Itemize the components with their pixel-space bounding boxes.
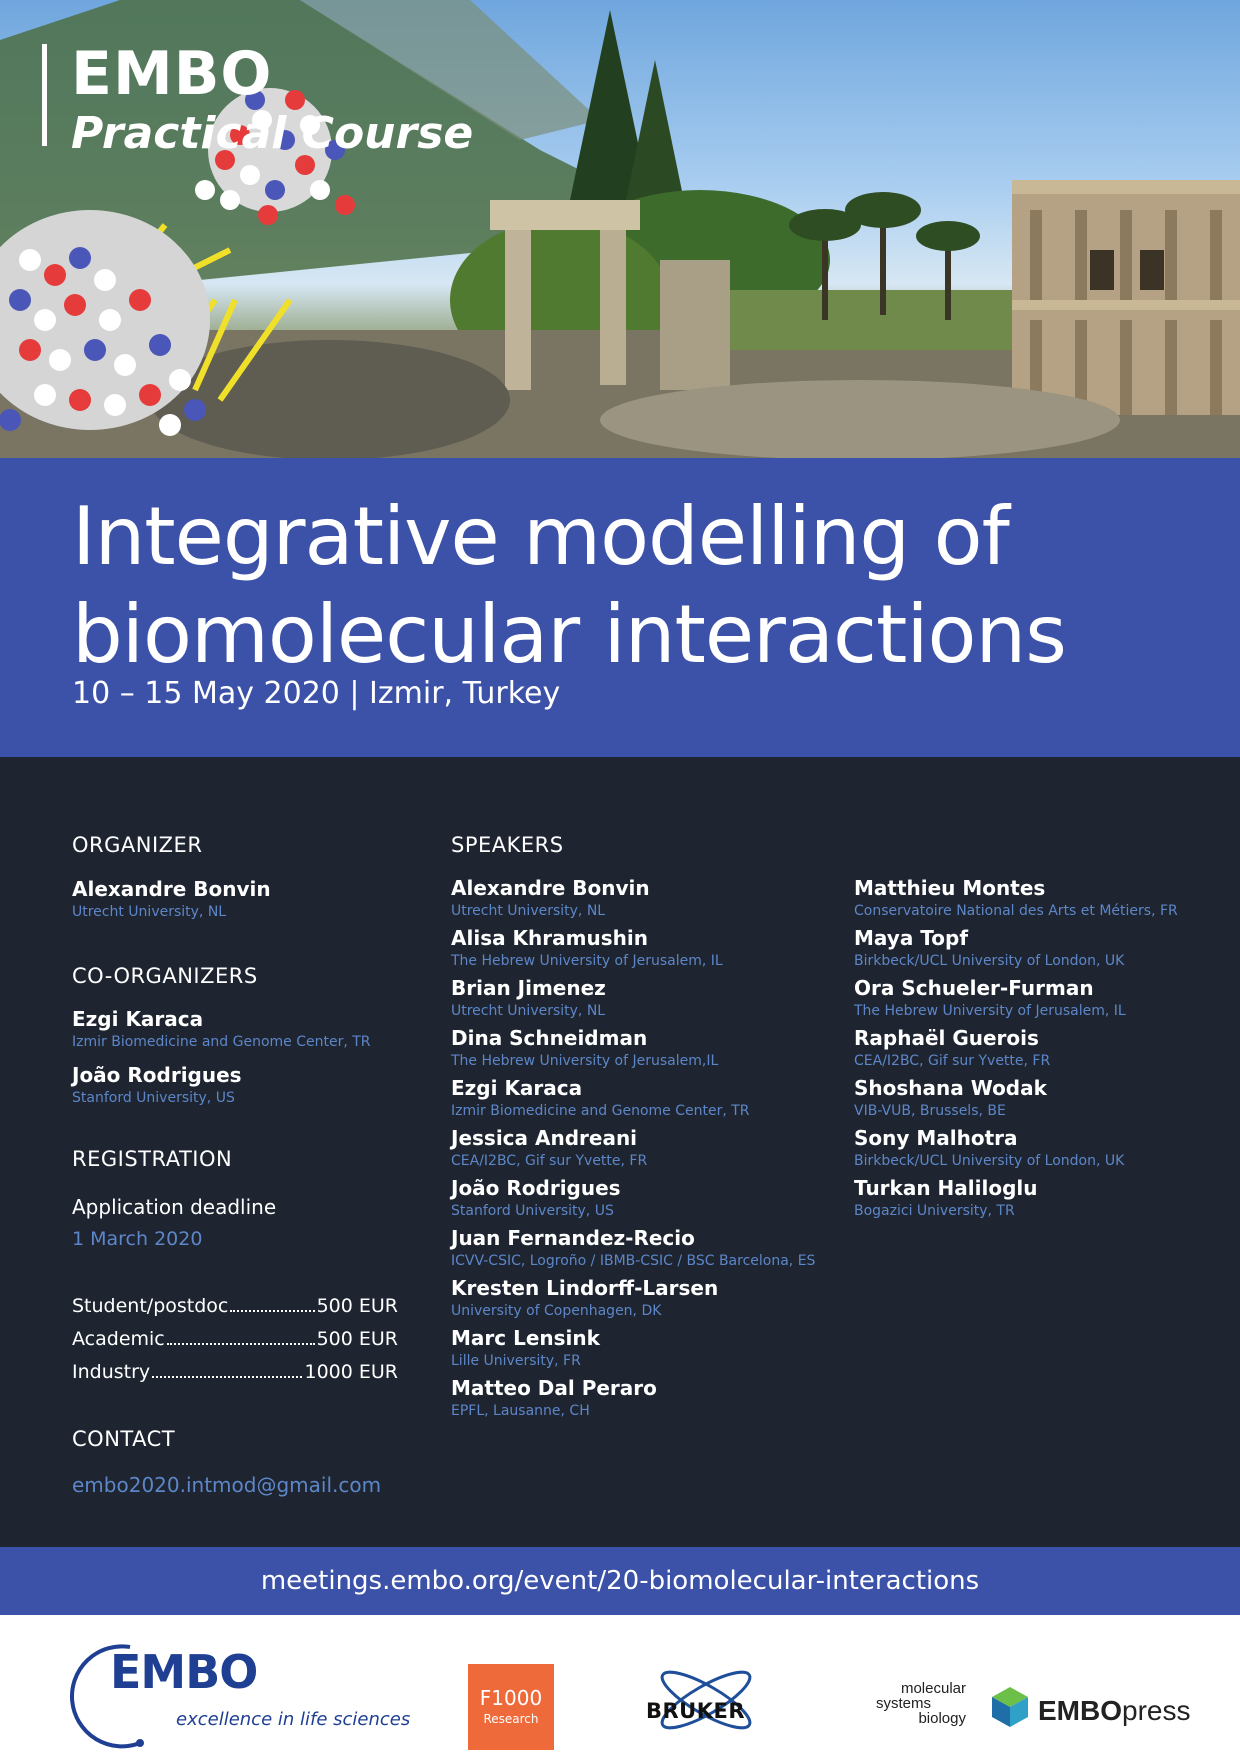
speaker-affiliation: Lille University, FR — [451, 1353, 581, 1369]
embopress-logo — [1038, 1695, 1190, 1727]
speaker-affiliation: Utrecht University, NL — [451, 903, 606, 919]
speakers-column-2 — [854, 875, 1234, 1275]
speaker-entry — [451, 925, 723, 971]
hero-image — [0, 0, 1240, 458]
fee-row-student — [72, 1295, 398, 1317]
speaker-entry — [451, 1125, 647, 1171]
speaker-entry — [451, 875, 650, 921]
speaker-entry — [451, 1175, 621, 1221]
speaker-affiliation: VIB-VUB, Brussels, BE — [854, 1103, 1006, 1119]
course-date-location: 10 – 15 May 2020 | Izmir, Turkey — [72, 676, 561, 711]
organizer-heading: ORGANIZER — [72, 833, 203, 857]
embopress-logo-bold: EMBO — [1038, 1695, 1122, 1726]
application-deadline-label: Application deadline — [72, 1195, 277, 1219]
fee-amount: 500 EUR — [316, 1328, 398, 1350]
course-title: Integrative modelling of biomolecular interactions — [72, 490, 1066, 681]
msb-line2: systems — [876, 1695, 932, 1712]
speaker-affiliation: The Hebrew University of Jerusalem, IL — [854, 1003, 1126, 1019]
speakers-heading: SPEAKERS — [451, 833, 564, 857]
speaker-name: Alexandre Bonvin — [451, 876, 650, 900]
molecular-systems-biology-logo — [876, 1681, 966, 1726]
speaker-affiliation: EPFL, Lausanne, CH — [451, 1403, 590, 1419]
speaker-entry — [854, 1125, 1124, 1171]
speaker-affiliation: Bogazici University, TR — [854, 1203, 1015, 1219]
embo-tagline: excellence in life sciences — [176, 1709, 411, 1730]
speaker-entry — [854, 875, 1178, 921]
speaker-affiliation: The Hebrew University of Jerusalem,IL — [451, 1053, 719, 1069]
fee-label: Academic — [72, 1328, 165, 1350]
speaker-name: Brian Jimenez — [451, 976, 606, 1000]
f1000-logo-line1: F1000 — [479, 1686, 543, 1710]
speaker-name: Juan Fernandez-Recio — [451, 1226, 695, 1250]
speaker-affiliation: Conservatoire National des Arts et Métiers, FR — [854, 903, 1178, 919]
speaker-name: Matteo Dal Peraro — [451, 1376, 657, 1400]
fee-label: Student/postdoc — [72, 1295, 229, 1317]
co-organizers-heading: CO-ORGANIZERS — [72, 964, 258, 988]
bruker-logo: BRUKER — [646, 1699, 746, 1723]
person-affiliation: Utrecht University, NL — [72, 904, 227, 920]
fee-amount: 500 EUR — [316, 1295, 398, 1317]
speaker-entry — [451, 1225, 815, 1271]
speaker-entry — [854, 1025, 1050, 1071]
speaker-entry — [854, 1175, 1038, 1221]
speaker-affiliation: Izmir Biomedicine and Genome Center, TR — [451, 1103, 750, 1119]
application-deadline-date: 1 March 2020 — [72, 1228, 203, 1250]
speaker-name: Raphaël Guerois — [854, 1026, 1039, 1050]
speaker-name: Ezgi Karaca — [451, 1076, 583, 1100]
speakers-column-1 — [451, 875, 831, 1495]
organizer-entry — [72, 876, 271, 922]
speaker-name: Maya Topf — [854, 926, 969, 950]
speaker-name: Alisa Khramushin — [451, 926, 648, 950]
contact-email-link[interactable]: embo2020.intmod@gmail.com — [72, 1473, 382, 1497]
speaker-affiliation: The Hebrew University of Jerusalem, IL — [451, 953, 723, 969]
registration-heading: REGISTRATION — [72, 1147, 233, 1171]
embo-practical-course-brand — [42, 39, 474, 159]
fee-leader-dots — [230, 1310, 314, 1312]
msb-line1: molecular — [900, 1680, 966, 1697]
contact-heading: CONTACT — [72, 1427, 176, 1451]
speaker-affiliation: CEA/I2BC, Gif sur Yvette, FR — [451, 1153, 648, 1169]
event-url-link[interactable]: meetings.embo.org/event/20-biomolecular-interactions — [0, 1547, 1240, 1615]
speaker-entry — [451, 1275, 718, 1321]
speaker-entry — [451, 975, 606, 1021]
speaker-name: Shoshana Wodak — [854, 1076, 1047, 1100]
speaker-name: Sony Malhotra — [854, 1126, 1018, 1150]
fee-label: Industry — [72, 1361, 151, 1383]
speaker-name: Ora Schueler-Furman — [854, 976, 1094, 1000]
brand-embo: EMBO — [71, 39, 273, 109]
speaker-entry — [854, 925, 1124, 971]
embopress-logo-rest: press — [1122, 1695, 1191, 1726]
speaker-name: Matthieu Montes — [854, 876, 1046, 900]
person-name: Alexandre Bonvin — [72, 877, 271, 901]
fee-amount: 1000 EUR — [304, 1361, 398, 1383]
fee-row-academic — [72, 1328, 398, 1350]
speaker-affiliation: University of Copenhagen, DK — [451, 1303, 662, 1319]
fee-leader-dots — [152, 1376, 302, 1378]
fee-row-industry — [72, 1361, 398, 1383]
embo-logo: EMBO — [110, 1645, 258, 1699]
speaker-affiliation: ICVV-CSIC, Logroño / IBMB-CSIC / BSC Barcelona, ES — [451, 1253, 816, 1269]
embopress-cube-icon — [990, 1685, 1030, 1729]
speaker-affiliation: Utrecht University, NL — [451, 1003, 606, 1019]
sponsor-logos — [0, 1615, 1240, 1754]
speaker-entry — [451, 1075, 750, 1121]
speaker-affiliation: CEA/I2BC, Gif sur Yvette, FR — [854, 1053, 1051, 1069]
person-name: João Rodrigues — [72, 1063, 242, 1087]
speaker-name: Turkan Haliloglu — [854, 1176, 1038, 1200]
person-affiliation: Stanford University, US — [72, 1090, 235, 1106]
person-name: Ezgi Karaca — [72, 1007, 204, 1031]
f1000-logo-line2: Research — [483, 1712, 539, 1726]
f1000-research-logo — [468, 1664, 554, 1750]
speaker-entry — [451, 1025, 718, 1071]
msb-line3: biology — [918, 1710, 966, 1727]
speaker-entry — [854, 975, 1126, 1021]
speaker-entry — [854, 1075, 1047, 1121]
speaker-name: Kresten Lindorff-Larsen — [451, 1276, 719, 1300]
brand-practical-course: Practical Course — [71, 108, 474, 159]
speaker-name: Jessica Andreani — [451, 1126, 638, 1150]
speaker-name: Dina Schneidman — [451, 1026, 648, 1050]
speaker-entry — [451, 1325, 600, 1371]
speaker-entry — [451, 1375, 657, 1421]
speaker-affiliation: Birkbeck/UCL University of London, UK — [854, 953, 1125, 969]
fee-leader-dots — [167, 1343, 315, 1345]
person-affiliation: Izmir Biomedicine and Genome Center, TR — [72, 1034, 371, 1050]
speaker-name: João Rodrigues — [451, 1176, 621, 1200]
speaker-name: Marc Lensink — [451, 1326, 600, 1350]
co-organizer-entry — [72, 1062, 242, 1108]
title-band — [0, 458, 1240, 757]
co-organizer-entry — [72, 1006, 371, 1052]
speaker-affiliation: Birkbeck/UCL University of London, UK — [854, 1153, 1125, 1169]
info-section — [0, 757, 1240, 1547]
speaker-affiliation: Stanford University, US — [451, 1203, 614, 1219]
